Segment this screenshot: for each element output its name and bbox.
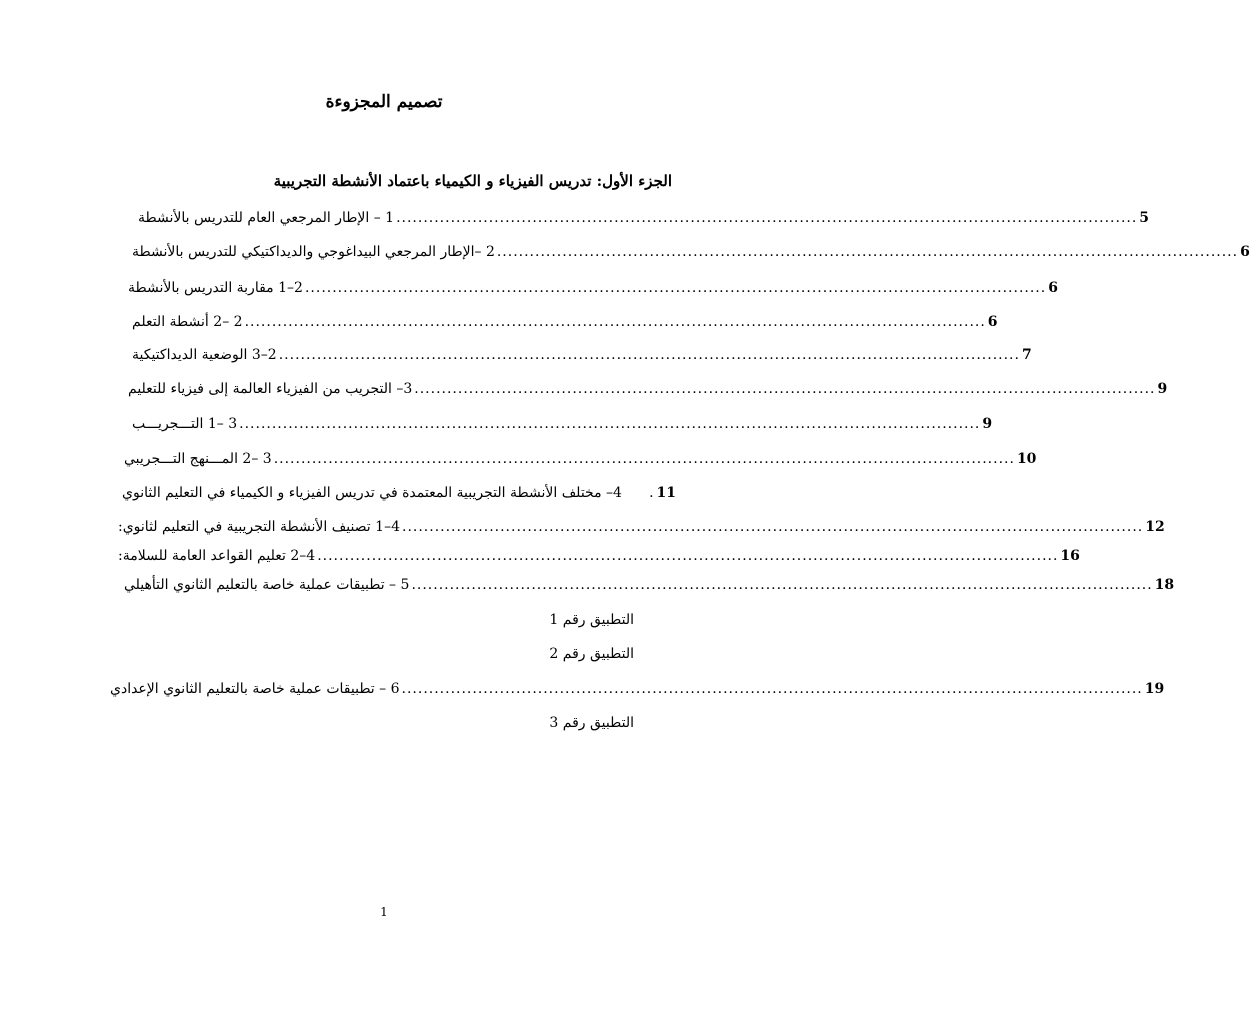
toc-entry-label: 3 –1 التـــجريـــب [132, 416, 238, 432]
toc-entry-label: 4–1 تصنيف الأنشطة التجريبية في التعليم لثانوي: [118, 519, 400, 535]
toc-entry [132, 314, 998, 336]
toc-entry-page: 10 [1016, 451, 1037, 467]
page-number: 1 [380, 905, 388, 919]
toc-entry-page: 9 [982, 416, 993, 432]
toc-leader-dots: ........................................................................................................................................ [411, 577, 1153, 593]
toc-entry [128, 280, 1058, 302]
toc-entry-label: 3– التجريب من الفيزياء العالمة إلى فيزياء للتعليم [128, 381, 413, 397]
toc-entry [124, 577, 1175, 599]
application-item: التطبيق رقم 1 [549, 612, 634, 628]
toc-entry-page: 9 [1157, 381, 1168, 397]
toc-entry-page: 16 [1060, 548, 1080, 564]
toc-leader-dots: ........................................................................................................................................ [414, 381, 1156, 397]
toc-leader-dots: ........................................................................................................................................ [402, 519, 1144, 535]
toc-entry [132, 244, 1250, 266]
page-title: تصميم المجزوءة [325, 92, 443, 112]
toc-entry-label: 5 – تطبيقات عملية خاصة بالتعليم الثانوي التأهيلي [124, 577, 410, 593]
toc-entry [128, 381, 1168, 403]
toc-entry [118, 548, 1080, 570]
toc-entry-page: 5 [1139, 210, 1150, 226]
toc-entry-label: 6 – تطبيقات عملية خاصة بالتعليم الثانوي الإعدادي [110, 681, 400, 697]
toc-entry-label: 1 – الإطار المرجعي العام للتدريس بالأنشطة [138, 210, 395, 226]
toc-entry-page: 18 [1154, 577, 1175, 593]
toc-leader-dots: ........................................................................................................................................ [273, 451, 1015, 467]
toc-leader-dots: ........................................................................................................................................ [239, 416, 981, 432]
application-item: التطبيق رقم 2 [549, 646, 634, 662]
toc-entry-page: 7 [1021, 347, 1032, 363]
toc-leader-dots: ........................................................................................................................................ [278, 347, 1020, 363]
toc-leader-dots: . [649, 485, 655, 501]
toc-entry [124, 451, 1037, 473]
toc-entry [110, 681, 1165, 703]
toc-entry-label: 2 –الإطار المرجعي البيداغوجي والديداكتيكي للتدريس بالأنشطة [132, 244, 495, 260]
toc-entry-page: 6 [987, 314, 998, 330]
toc-leader-dots: ........................................................................................................................................ [244, 314, 986, 330]
toc-entry-page: 11 [656, 485, 676, 501]
toc-leader-dots: ........................................................................................................................................ [496, 244, 1239, 260]
toc-entry-label: 3 –2 المـــنهج التـــجريبي [124, 451, 272, 467]
toc-entry-page: 6 [1048, 280, 1058, 296]
toc-entry-label: 4– مختلف الأنشطة التجريبية المعتمدة في تدريس الفيزياء و الكيمياء في التعليم الثانوي [122, 485, 622, 501]
toc-leader-dots: ........................................................................................................................................ [401, 681, 1143, 697]
section-heading: الجزء الأول: تدريس الفيزياء و الكيمياء باعتماد الأنشطة التجريبية [273, 172, 672, 190]
toc-entry [122, 485, 676, 507]
toc-entry-label: 2–1 مقاربة التدريس بالأنشطة [128, 280, 303, 296]
toc-leader-dots: ........................................................................................................................................ [304, 280, 1047, 296]
toc-leader-dots: ........................................................................................................................................ [317, 548, 1059, 564]
toc-entry [138, 210, 1150, 232]
toc-entry-label: 2 –2 أنشطة التعلم [132, 314, 243, 330]
toc-entry [118, 519, 1165, 541]
toc-entry [132, 416, 993, 438]
toc-entry-page: 12 [1145, 519, 1165, 535]
toc-leader-dots: ........................................................................................................................................ [396, 210, 1138, 226]
toc-entry-label: 4–2 تعليم القواعد العامة للسلامة: [118, 548, 316, 564]
toc-entry-page: 19 [1144, 681, 1165, 697]
toc-entry [132, 347, 1032, 369]
application-item: التطبيق رقم 3 [549, 715, 634, 731]
toc-entry-page: 6 [1240, 244, 1250, 260]
toc-entry-label: 2–3 الوضعية الديداكتيكية [132, 347, 277, 363]
